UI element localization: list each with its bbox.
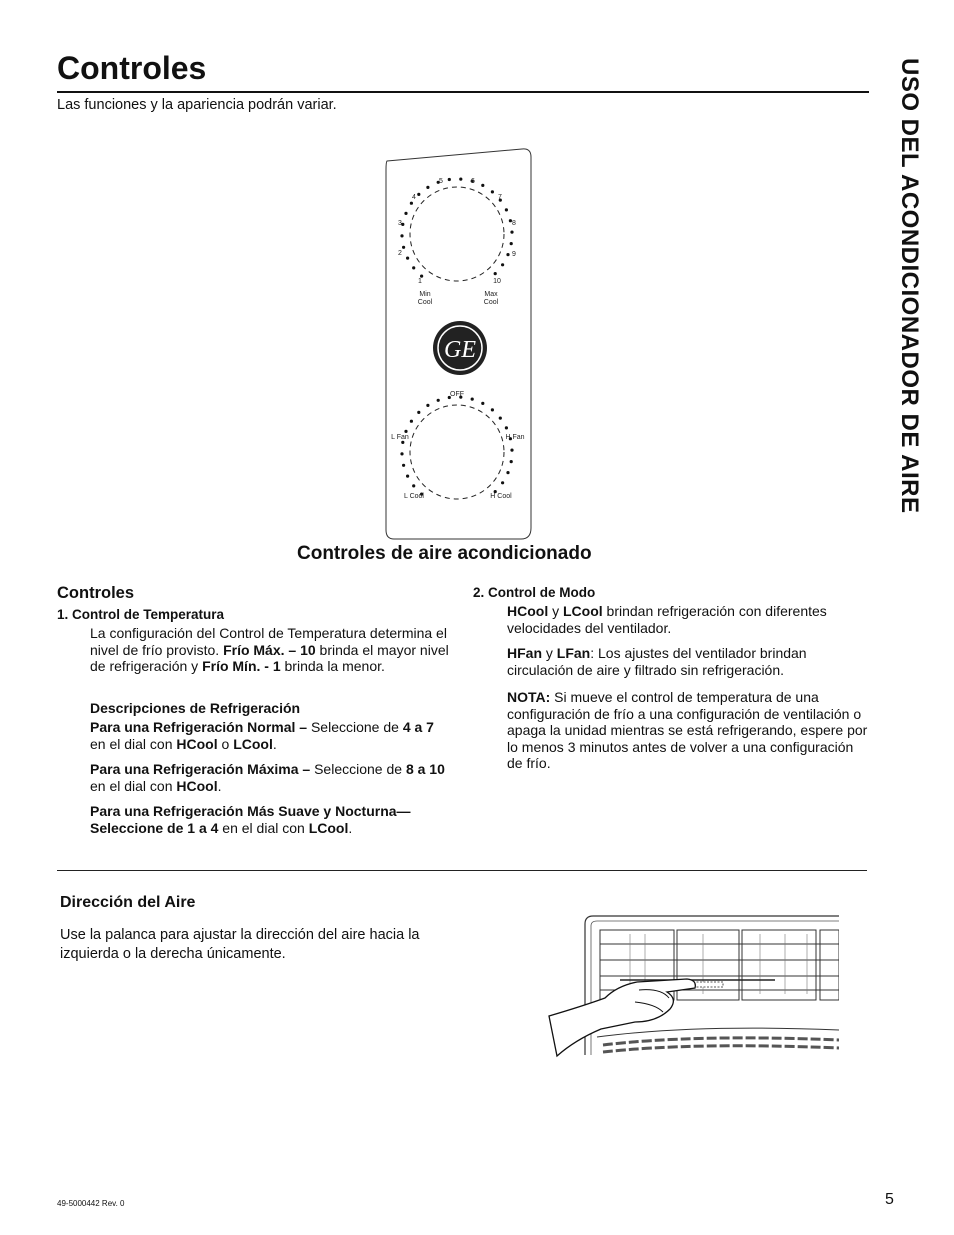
temperature-control-description: La configuración del Control de Temperatura determina el nivel de frío provisto. Frío Máx. – 10 brinda el mayor nivel de refrigeración y Frío Mín. - 1 brinda la menor. — [90, 625, 449, 674]
dial-dot — [481, 402, 484, 405]
max-cool-label: Max — [484, 291, 498, 298]
normal-cooling-text: Para una Refrigeración Normal – Seleccione de 4 a 7 en el dial con HCool o LCool. — [90, 719, 434, 752]
min-cool-label: Cool — [417, 299, 433, 306]
dial-dot — [510, 449, 513, 452]
dial-dot — [471, 398, 474, 401]
mode-off-label: OFF — [450, 391, 464, 398]
dial-dot — [501, 263, 504, 266]
dial-number: 3 — [398, 220, 402, 227]
dial-dot — [506, 253, 509, 256]
cooling-descriptions-title: Descripciones de Refrigeración — [90, 700, 301, 716]
dial-dot — [426, 404, 429, 407]
dial-number: 7 — [498, 194, 502, 201]
dial-number: 8 — [512, 220, 516, 227]
dial-number: 5 — [439, 178, 443, 185]
control-panel-illustration — [384, 148, 534, 542]
mode-fan-description: HFan y LFan: Los ajustes del ventilador brindan circulación de aire y filtrado sin refrigeración. — [507, 645, 807, 678]
mode-hcool-label: H Cool — [490, 493, 512, 500]
dial-dot — [410, 202, 413, 205]
dial-dot — [494, 272, 497, 275]
dial-dot — [510, 231, 513, 234]
mode-hfan-label: H Fan — [505, 434, 525, 441]
dial-dot — [459, 178, 462, 181]
dial-dot — [510, 242, 513, 245]
mode-note: NOTA: Si mueve el control de temperatura de una configuración de frío a una configuración de ventilación o apaga la unidad mientras se está refrigerando, espere por lo menos 3 minutos antes de volver a una configuración de frío. — [507, 689, 868, 771]
dial-dot — [437, 399, 440, 402]
dial-dot — [404, 430, 407, 433]
dial-dot — [505, 426, 508, 429]
mode-control-title: 2. Control de Modo — [473, 585, 596, 600]
dial-number: 1 — [418, 278, 422, 285]
ge-logo-icon — [433, 321, 487, 375]
dial-dot — [491, 408, 494, 411]
section-divider — [57, 870, 867, 871]
air-direction-heading: Dirección del Aire — [60, 894, 196, 911]
soft-cooling-text: Para una Refrigeración Más Suave y Nocturna— Seleccione de 1 a 4 en el dial con LCool. — [90, 803, 411, 836]
title-rule — [57, 91, 869, 93]
dial-dot — [448, 178, 451, 181]
svg-text:GE: GE — [444, 337, 476, 363]
document-code: 49-5000442 Rev. 0 — [57, 1199, 125, 1208]
dial-dot — [401, 441, 404, 444]
temperature-control-title: 1. Control de Temperatura — [57, 607, 225, 622]
dial-dot — [510, 460, 513, 463]
page-subtitle: Las funciones y la apariencia podrán variar. — [57, 97, 337, 113]
dial-number: 2 — [398, 250, 402, 257]
dial-dot — [417, 193, 420, 196]
mode-cool-description: HCool y LCool brindan refrigeración con diferentes velocidades del ventilador. — [507, 603, 827, 636]
mode-lfan-label: L Fan — [391, 434, 409, 441]
dial-dot — [417, 411, 420, 414]
min-cool-label: Min — [419, 291, 431, 298]
panel-caption: Controles de aire acondicionado — [297, 543, 592, 564]
page-number: 5 — [885, 1191, 894, 1208]
dial-dot — [412, 266, 415, 269]
dial-dot — [481, 184, 484, 187]
page-title: Controles — [57, 50, 207, 86]
dial-number: 9 — [512, 251, 516, 258]
dial-dot — [506, 471, 509, 474]
dial-dot — [410, 420, 413, 423]
dial-dot — [400, 452, 403, 455]
mode-lcool-label: L Cool — [404, 493, 424, 500]
dial-dot — [406, 257, 409, 260]
max-cooling-text: Para una Refrigeración Máxima – Seleccione de 8 a 10 en el dial con HCool. — [90, 761, 445, 794]
dial-dot — [406, 475, 409, 478]
dial-dot — [491, 190, 494, 193]
dial-dot — [402, 246, 405, 249]
dial-dot — [412, 484, 415, 487]
dial-dot — [426, 186, 429, 189]
dial-dot — [499, 417, 502, 420]
dial-number: 10 — [493, 278, 501, 285]
max-cool-label: Cool — [483, 299, 499, 306]
controls-heading: Controles — [57, 584, 135, 602]
dial-number: 6 — [471, 178, 475, 185]
dial-dot — [402, 464, 405, 467]
section-side-tab: USO DEL ACONDICIONADOR DE AIRE — [896, 58, 923, 514]
air-louver-illustration — [545, 912, 839, 1060]
dial-dot — [400, 234, 403, 237]
dial-number: 4 — [412, 194, 416, 201]
dial-dot — [501, 481, 504, 484]
air-direction-description: Use la palanca para ajustar la dirección del aire hacia la izquierda o la derecha únicamente. — [60, 927, 420, 962]
dial-dot — [404, 212, 407, 215]
dial-dot — [505, 208, 508, 211]
